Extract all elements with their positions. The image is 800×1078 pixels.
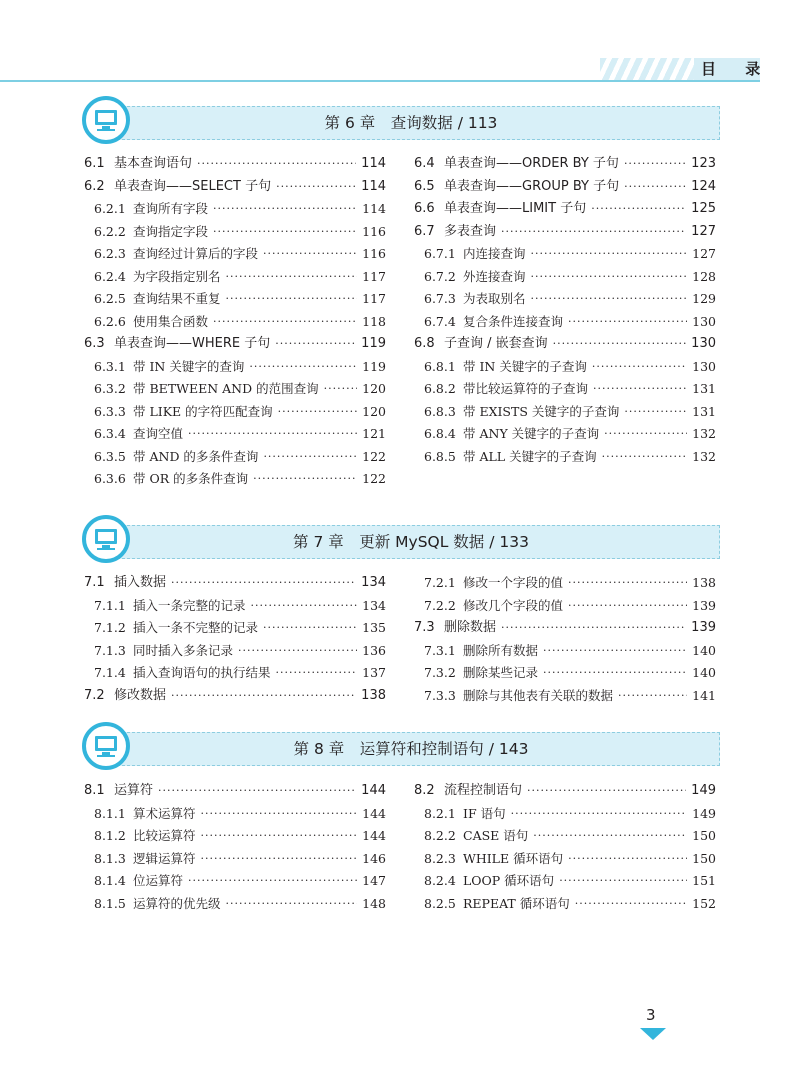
page-marker-triangle [640, 1028, 666, 1040]
toc-entry-number: 6.1 [84, 156, 105, 171]
toc-entry-number: 7.1.3 [94, 642, 126, 658]
toc-section-entry[interactable] [414, 221, 716, 244]
toc-subsection-entry[interactable] [84, 870, 386, 893]
toc-entry-title: 修改几个字段的值 [463, 597, 564, 613]
toc-entry-page: 128 [692, 268, 716, 284]
toc-entry-number: 6.2.6 [94, 313, 126, 329]
chapter-title: 第 7 章 更新 MySQL 数据 / 133 [293, 533, 529, 551]
toc-entry-number: 6.8.5 [424, 448, 456, 464]
toc-entry-page: 127 [691, 223, 716, 239]
toc-leader-dots [553, 333, 687, 356]
toc-entry-number: 8.2.4 [424, 873, 456, 888]
toc-leader-dots [568, 848, 687, 871]
toc-leader-dots [618, 685, 687, 708]
toc-section-entry[interactable] [84, 176, 386, 199]
toc-entry-title: 删除数据 [444, 620, 497, 635]
toc-subsection-entry[interactable] [414, 266, 716, 289]
toc-entry-page: 117 [362, 268, 386, 284]
toc-entry-title: 为表取别名 [463, 291, 526, 306]
toc-entry-title: 修改一个字段的值 [463, 575, 564, 590]
toc-entry-page: 152 [692, 895, 716, 911]
toc-entry-title: 插入查询语句的执行结果 [133, 665, 271, 680]
toc-subsection-entry[interactable] [414, 423, 716, 446]
toc-entry-number: 6.8.3 [424, 403, 456, 419]
toc-subsection-entry[interactable] [414, 595, 716, 618]
toc-entry-number: 6.3.4 [94, 426, 126, 441]
toc-subsection-entry[interactable] [84, 288, 386, 311]
toc-entry-title: 删除与其他表有关联的数据 [463, 687, 614, 703]
toc-section-entry[interactable] [414, 153, 716, 176]
toc-entry-title: 运算符的优先级 [133, 895, 221, 911]
toc-entry-title: 单表查询——SELECT 子句 [114, 178, 272, 194]
toc-subsection-entry[interactable] [84, 401, 386, 424]
toc-entry-page: 122 [362, 471, 386, 486]
toc-entry-page: 146 [362, 850, 386, 866]
toc-section-entry[interactable] [414, 176, 716, 199]
toc-entry-title: WHILE 循环语句 [463, 850, 564, 866]
toc-leader-dots [568, 595, 687, 618]
toc-entry-page: 123 [691, 156, 716, 171]
toc-entry-page: 141 [692, 687, 716, 703]
toc-leader-dots [624, 153, 686, 176]
toc-entry-number: 7.3.2 [424, 665, 456, 680]
toc-entry-title: REPEAT 循环语句 [463, 895, 570, 911]
toc-leader-dots [171, 572, 356, 595]
computer-icon [82, 515, 130, 563]
toc-entry-title: 复合条件连接查询 [463, 313, 564, 329]
toc-subsection-entry[interactable] [84, 198, 386, 221]
toc-leader-dots [531, 288, 688, 311]
toc-entry-number: 7.2.1 [424, 575, 456, 590]
toc-entry-page: 122 [362, 448, 386, 464]
toc-subsection-entry[interactable] [84, 243, 386, 266]
toc-leader-dots [593, 378, 687, 401]
computer-icon [82, 722, 130, 770]
toc-entry-page: 144 [362, 828, 386, 843]
toc-leader-dots [213, 198, 357, 221]
toc-entry-number: 6.3.2 [94, 381, 126, 396]
computer-icon [82, 96, 130, 144]
toc-entry-number: 6.2.2 [94, 223, 126, 239]
toc-subsection-entry[interactable] [414, 870, 716, 893]
toc-entry-page: 117 [362, 291, 386, 306]
toc-leader-dots [201, 848, 358, 871]
toc-entry-title: 外连接查询 [463, 268, 526, 284]
chapter-title: 第 6 章 查询数据 / 113 [324, 114, 498, 132]
toc-leader-dots [226, 288, 358, 311]
toc-leader-dots [171, 685, 356, 708]
toc-section-entry[interactable] [84, 780, 386, 803]
toc-subsection-entry[interactable] [84, 662, 386, 685]
toc-leader-dots [527, 780, 686, 803]
toc-entry-number: 7.2.2 [424, 597, 456, 613]
header-title: 目 录 [701, 60, 773, 78]
toc-leader-dots [511, 803, 688, 826]
toc-leader-dots [253, 468, 357, 491]
toc-subsection-entry[interactable] [84, 468, 386, 491]
toc-entry-number: 8.2 [414, 783, 435, 798]
toc-subsection-entry[interactable] [84, 356, 386, 379]
toc-entry-title: 删除所有数据 [463, 642, 539, 658]
toc-section-entry[interactable] [84, 685, 386, 708]
toc-subsection-entry[interactable] [84, 266, 386, 289]
toc-subsection-entry[interactable] [414, 378, 716, 401]
toc-entry-number: 6.2.5 [94, 291, 126, 306]
toc-entry-number: 6.8.4 [424, 426, 456, 441]
toc-entry-number: 6.3 [84, 336, 105, 351]
toc-entry-number: 7.3 [414, 620, 435, 635]
toc-entry-title: 流程控制语句 [444, 783, 523, 798]
toc-leader-dots [575, 893, 687, 916]
toc-entry-number: 6.6 [414, 201, 435, 216]
toc-leader-dots [278, 401, 357, 424]
toc-entry-number: 6.8 [414, 336, 435, 351]
toc-entry-number: 8.1.4 [94, 873, 126, 888]
toc-entry-title: 带 ANY 关键字的子查询 [463, 426, 600, 441]
toc-leader-dots [543, 640, 687, 663]
toc-leader-dots [158, 780, 356, 803]
toc-entry-number: 8.1.2 [94, 828, 126, 843]
toc-entry-page: 138 [692, 575, 716, 590]
toc-entry-page: 120 [362, 403, 386, 419]
toc-entry-title: 内连接查询 [463, 246, 526, 261]
toc-entry-title: 单表查询——ORDER BY 子句 [444, 156, 619, 171]
toc-subsection-entry[interactable] [84, 803, 386, 826]
toc-leader-dots [602, 446, 688, 469]
toc-section-entry[interactable] [414, 198, 716, 221]
toc-entry-page: 148 [362, 895, 386, 911]
toc-leader-dots [624, 401, 687, 424]
toc-entry-title: 带比较运算符的子查询 [463, 381, 589, 396]
toc-leader-dots [531, 243, 688, 266]
toc-entry-page: 130 [692, 313, 716, 329]
toc-subsection-entry[interactable] [414, 685, 716, 708]
toc-entry-number: 8.2.2 [424, 828, 456, 843]
toc-leader-dots [275, 333, 356, 356]
toc-subsection-entry[interactable] [414, 893, 716, 916]
toc-entry-number: 6.7.1 [424, 246, 456, 261]
toc-leader-dots [201, 825, 358, 848]
toc-entry-number: 6.3.5 [94, 448, 126, 464]
toc-subsection-entry[interactable] [84, 423, 386, 446]
toc-leader-dots [604, 423, 687, 446]
toc-entry-title: 基本查询语句 [114, 156, 193, 171]
toc-entry-title: 多表查询 [444, 223, 497, 239]
toc-leader-dots [263, 446, 357, 469]
toc-leader-dots [201, 803, 358, 826]
toc-leader-dots [276, 176, 356, 199]
toc-entry-title: 算术运算符 [133, 805, 196, 821]
toc-entry-page: 149 [691, 783, 716, 798]
toc-entry-number: 6.7.2 [424, 268, 456, 284]
chapter-title: 第 8 章 运算符和控制语句 / 143 [293, 740, 529, 758]
header-rule [0, 80, 760, 82]
toc-entry-page: 130 [692, 358, 716, 374]
toc-leader-dots [226, 266, 358, 289]
toc-entry-page: 114 [362, 201, 386, 216]
toc-entry-page: 114 [361, 156, 386, 171]
toc-leader-dots [251, 595, 358, 618]
toc-entry-number: 7.3.1 [424, 642, 456, 658]
toc-entry-number: 6.5 [414, 178, 435, 194]
toc-entry-title: 单表查询——WHERE 子句 [114, 336, 271, 351]
toc-entry-page: 134 [362, 597, 386, 613]
toc-entry-title: 逻辑运算符 [133, 850, 196, 866]
toc-entry-title: LOOP 循环语句 [463, 873, 555, 888]
toc-leader-dots [213, 311, 357, 334]
toc-section-entry[interactable] [84, 572, 386, 595]
toc-entry-page: 150 [692, 850, 716, 866]
toc-entry-title: 带 AND 的多条件查询 [133, 448, 259, 464]
toc-subsection-entry[interactable] [414, 401, 716, 424]
toc-entry-page: 120 [362, 381, 386, 396]
toc-entry-page: 132 [692, 426, 716, 441]
toc-leader-dots [568, 572, 687, 595]
toc-subsection-entry[interactable] [414, 640, 716, 663]
toc-leader-dots [531, 266, 688, 289]
toc-entry-title: 带 OR 的多条件查询 [133, 471, 249, 486]
toc-entry-number: 8.1.1 [94, 805, 126, 821]
toc-entry-title: 带 BETWEEN AND 的范围查询 [133, 381, 319, 396]
toc-subsection-entry[interactable] [414, 572, 716, 595]
toc-entry-title: 单表查询——LIMIT 子句 [444, 201, 587, 216]
toc-entry-number: 7.1.1 [94, 597, 126, 613]
toc-entry-number: 6.7 [414, 223, 435, 239]
toc-entry-title: 查询经过计算后的字段 [133, 246, 259, 261]
toc-entry-title: 带 IN 关键字的子查询 [463, 358, 587, 374]
toc-leader-dots [197, 153, 356, 176]
toc-entry-title: 运算符 [114, 783, 154, 798]
toc-subsection-entry[interactable] [84, 378, 386, 401]
toc-entry-number: 8.2.3 [424, 850, 456, 866]
toc-subsection-entry[interactable] [84, 221, 386, 244]
toc-entry-number: 6.2.1 [94, 201, 126, 216]
toc-entry-number: 7.3.3 [424, 687, 456, 703]
toc-subsection-entry[interactable] [414, 662, 716, 685]
toc-subsection-entry[interactable] [414, 288, 716, 311]
toc-entry-page: 114 [361, 178, 386, 194]
toc-section-entry[interactable] [84, 153, 386, 176]
toc-entry-number: 7.1.2 [94, 620, 126, 635]
toc-leader-dots [263, 617, 357, 640]
toc-entry-number: 7.1.4 [94, 665, 126, 680]
toc-subsection-entry[interactable] [414, 825, 716, 848]
toc-entry-page: 137 [362, 665, 386, 680]
toc-entry-page: 139 [692, 597, 716, 613]
toc-entry-title: IF 语句 [463, 805, 506, 821]
toc-entry-title: 删除某些记录 [463, 665, 539, 680]
toc-entry-page: 129 [692, 291, 716, 306]
toc-subsection-entry[interactable] [414, 311, 716, 334]
toc-entry-number: 8.2.1 [424, 805, 456, 821]
toc-entry-title: 子查询 / 嵌套查询 [444, 336, 548, 351]
toc-entry-page: 125 [691, 201, 716, 216]
toc-subsection-entry[interactable] [84, 311, 386, 334]
toc-entry-page: 121 [362, 426, 386, 441]
toc-leader-dots [213, 221, 357, 244]
toc-entry-title: CASE 语句 [463, 828, 529, 843]
toc-section-entry[interactable] [84, 333, 386, 356]
toc-entry-title: 位运算符 [133, 873, 184, 888]
toc-subsection-entry[interactable] [414, 446, 716, 469]
toc-entry-number: 8.1.5 [94, 895, 126, 911]
toc-leader-dots [238, 640, 357, 663]
toc-leader-dots [501, 221, 686, 244]
toc-entry-title: 查询指定字段 [133, 223, 209, 239]
toc-entry-title: 查询结果不重复 [133, 291, 221, 306]
toc-entry-page: 135 [362, 620, 386, 635]
toc-entry-page: 118 [362, 313, 386, 329]
toc-leader-dots [624, 176, 686, 199]
toc-subsection-entry[interactable] [84, 446, 386, 469]
toc-leader-dots [324, 378, 358, 401]
toc-entry-number: 6.4 [414, 156, 435, 171]
toc-entry-title: 比较运算符 [133, 828, 196, 843]
toc-entry-title: 修改数据 [114, 687, 167, 703]
toc-leader-dots [249, 356, 357, 379]
toc-entry-number: 6.3.1 [94, 358, 126, 374]
toc-section-entry[interactable] [414, 333, 716, 356]
toc-subsection-entry[interactable] [84, 825, 386, 848]
toc-entry-number: 6.8.2 [424, 381, 456, 396]
toc-entry-page: 131 [692, 403, 716, 419]
toc-entry-number: 6.3.6 [94, 471, 126, 486]
toc-entry-number: 6.2.4 [94, 268, 126, 284]
toc-entry-page: 144 [362, 805, 386, 821]
toc-entry-title: 带 EXISTS 关键字的子查询 [463, 403, 620, 419]
toc-subsection-entry[interactable] [414, 848, 716, 871]
toc-entry-page: 132 [692, 448, 716, 464]
toc-subsection-entry[interactable] [84, 848, 386, 871]
toc-subsection-entry[interactable] [414, 803, 716, 826]
toc-entry-number: 6.2.3 [94, 246, 126, 261]
toc-entry-number: 7.2 [84, 687, 105, 703]
chapter-banner-7 [82, 515, 720, 567]
chapter-banner-6 [82, 96, 720, 148]
toc-entry-page: 124 [691, 178, 716, 194]
toc-entry-number: 6.3.3 [94, 403, 126, 419]
toc-entry-title: 使用集合函数 [133, 313, 209, 329]
toc-leader-dots [559, 870, 687, 893]
toc-entry-page: 140 [692, 665, 716, 680]
toc-entry-page: 149 [692, 805, 716, 821]
toc-leader-dots [543, 662, 687, 685]
toc-entry-number: 6.7.3 [424, 291, 456, 306]
toc-subsection-entry[interactable] [84, 893, 386, 916]
toc-entry-number: 8.1.3 [94, 850, 126, 866]
toc-subsection-entry[interactable] [84, 617, 386, 640]
chapter-banner-8 [82, 722, 720, 774]
page-number: 3 [646, 1006, 656, 1024]
toc-entry-title: 查询空值 [133, 426, 184, 441]
toc-leader-dots [592, 356, 687, 379]
toc-entry-page: 150 [692, 828, 716, 843]
toc-entry-page: 151 [692, 873, 716, 888]
toc-leader-dots [533, 825, 687, 848]
toc-entry-page: 119 [361, 336, 386, 351]
toc-entry-page: 127 [692, 246, 716, 261]
toc-entry-title: 插入数据 [114, 575, 167, 590]
toc-entry-title: 同时插入多条记录 [133, 642, 234, 658]
toc-entry-page: 131 [692, 381, 716, 396]
toc-section-entry[interactable] [414, 617, 716, 640]
toc-leader-dots [226, 893, 358, 916]
toc-entry-number: 6.7.4 [424, 313, 456, 329]
toc-entry-page: 140 [692, 642, 716, 658]
toc-section-entry[interactable] [414, 780, 716, 803]
toc-entry-page: 116 [362, 246, 386, 261]
toc-entry-page: 134 [361, 575, 386, 590]
toc-entry-number: 6.2 [84, 178, 105, 194]
header-stripes [600, 58, 700, 80]
toc-leader-dots [501, 617, 686, 640]
toc-subsection-entry[interactable] [414, 356, 716, 379]
toc-entry-title: 插入一条完整的记录 [133, 597, 246, 613]
toc-entry-title: 带 IN 关键字的查询 [133, 358, 245, 374]
toc-leader-dots [568, 311, 687, 334]
toc-entry-number: 8.1 [84, 783, 105, 798]
toc-entry-page: 119 [362, 358, 386, 374]
toc-subsection-entry[interactable] [84, 640, 386, 663]
toc-entry-number: 6.8.1 [424, 358, 456, 374]
toc-leader-dots [188, 423, 357, 446]
toc-entry-title: 带 LIKE 的字符匹配查询 [133, 403, 273, 419]
toc-entry-page: 144 [361, 783, 386, 798]
toc-leader-dots [263, 243, 357, 266]
toc-entry-page: 138 [361, 687, 386, 703]
toc-entry-page: 116 [362, 223, 386, 239]
toc-entry-page: 139 [691, 620, 716, 635]
toc-entry-title: 查询所有字段 [133, 201, 209, 216]
toc-leader-dots [591, 198, 686, 221]
toc-entry-number: 8.2.5 [424, 895, 456, 911]
toc-subsection-entry[interactable] [84, 595, 386, 618]
toc-entry-title: 带 ALL 关键字的子查询 [463, 448, 597, 464]
toc-entry-page: 147 [362, 873, 386, 888]
toc-entry-page: 136 [362, 642, 386, 658]
toc-entry-number: 7.1 [84, 575, 105, 590]
toc-leader-dots [276, 662, 358, 685]
toc-entry-title: 插入一条不完整的记录 [133, 620, 259, 635]
toc-subsection-entry[interactable] [414, 243, 716, 266]
toc-entry-page: 130 [691, 336, 716, 351]
toc-entry-title: 为字段指定别名 [133, 268, 221, 284]
toc-leader-dots [188, 870, 357, 893]
toc-entry-title: 单表查询——GROUP BY 子句 [444, 178, 620, 194]
